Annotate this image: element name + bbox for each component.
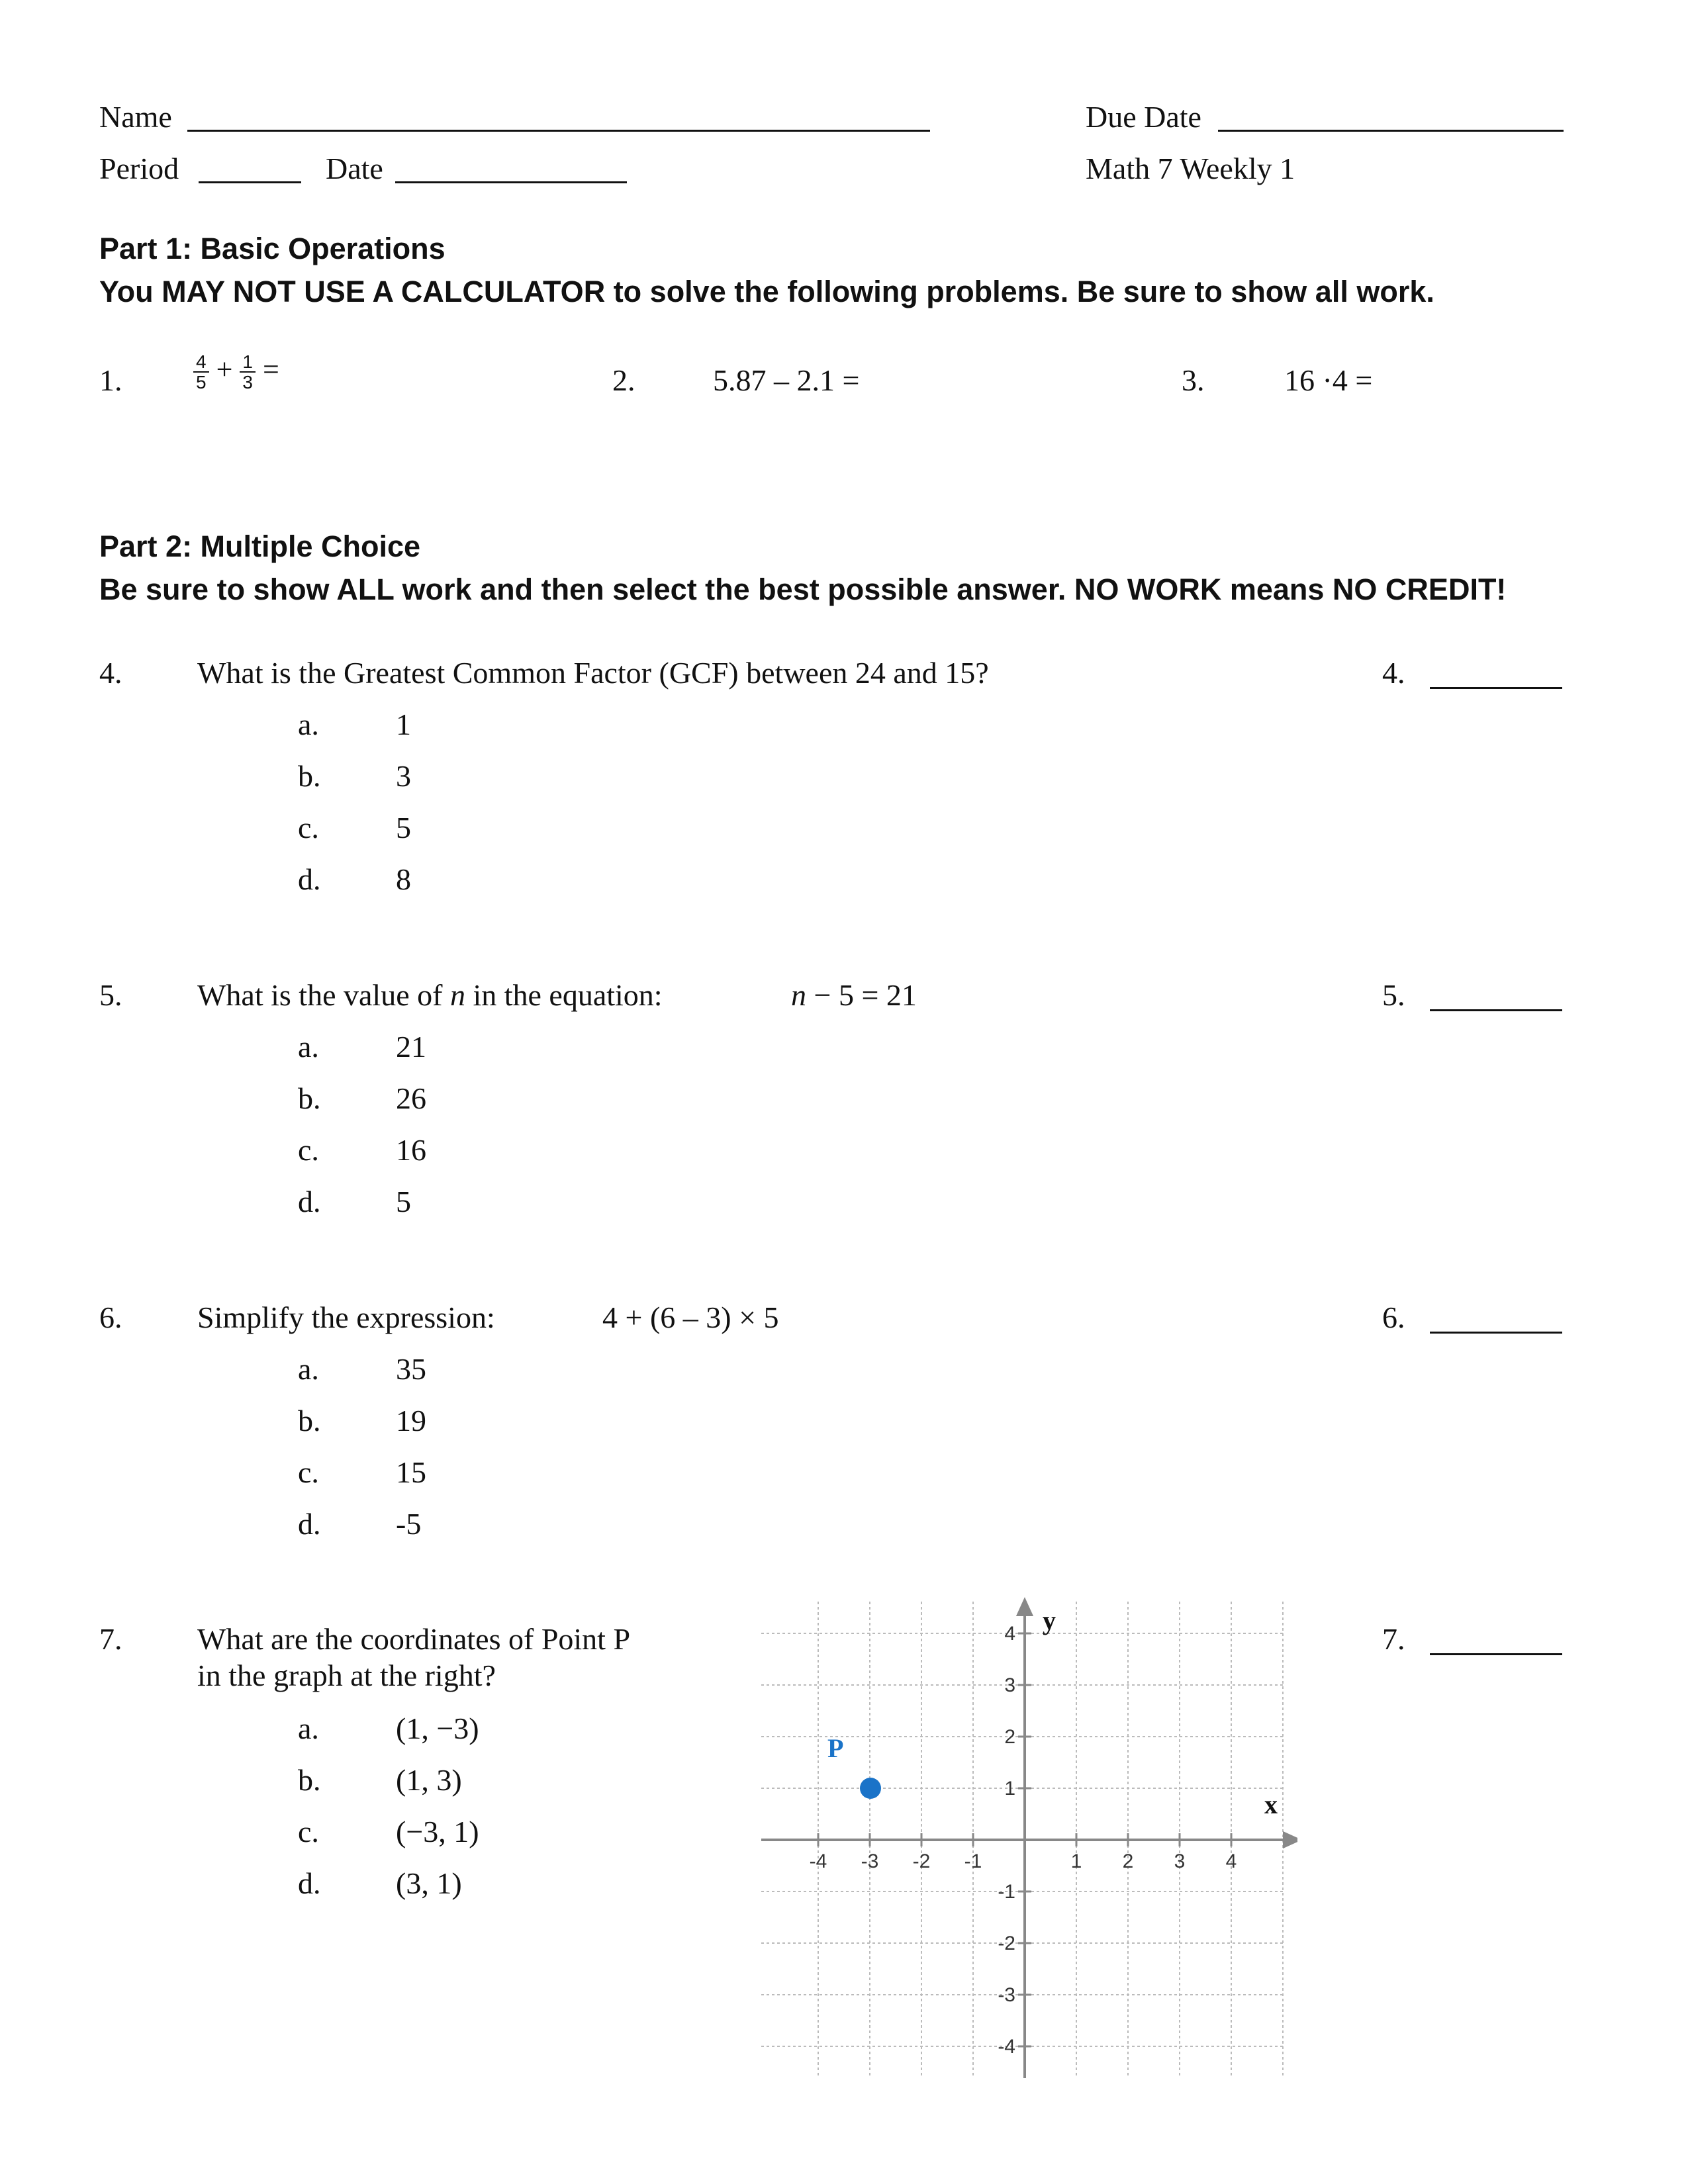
choice-value: 16 xyxy=(396,1133,426,1167)
part2-instructions: Be sure to show ALL work and then select the best possible answer. NO WORK means NO CREDIT! xyxy=(99,572,1507,606)
choice-letter: b. xyxy=(298,1081,321,1115)
variable-n: n xyxy=(449,978,465,1012)
x-tick-label: 2 xyxy=(1122,1850,1134,1872)
y-axis-arrow-icon xyxy=(1018,1600,1031,1615)
choice-letter: d. xyxy=(298,862,321,896)
problem-1-number: 1. xyxy=(99,363,122,397)
answer-7-label: 7. xyxy=(1382,1622,1405,1656)
date-field[interactable] xyxy=(395,181,627,183)
choice-letter: a. xyxy=(298,1711,319,1745)
fraction-four-fifths xyxy=(193,352,209,392)
x-tick-label: 4 xyxy=(1225,1850,1237,1872)
y-tick-label: -2 xyxy=(998,1933,1015,1954)
choice-value: 5 xyxy=(396,1185,411,1218)
fraction-denominator: 3 xyxy=(242,372,253,393)
choice-value: 1 xyxy=(396,707,411,741)
variable-n: n xyxy=(791,978,806,1012)
part1-title: Part 1: Basic Operations xyxy=(99,232,445,265)
question-text-part: in the equation: xyxy=(465,978,663,1012)
y-tick-label: -1 xyxy=(998,1881,1015,1903)
choice-letter: b. xyxy=(298,759,321,793)
question-4-number: 4. xyxy=(99,656,122,690)
choice-value: -5 xyxy=(396,1507,422,1541)
question-7-text-line2: in the graph at the right? xyxy=(197,1659,496,1692)
choice-letter: a. xyxy=(298,1352,319,1386)
problem-3-number: 3. xyxy=(1182,363,1205,397)
answer-5-label: 5. xyxy=(1382,978,1405,1012)
equals-sign: = xyxy=(262,353,279,386)
y-tick-label: 4 xyxy=(1004,1623,1015,1645)
y-tick-label: 3 xyxy=(1004,1674,1015,1696)
plus-sign: + xyxy=(216,353,233,386)
x-tick-label: -1 xyxy=(964,1850,982,1872)
choice-value: 26 xyxy=(396,1081,426,1115)
question-4-text: What is the Greatest Common Factor (GCF) between 24 and 15? xyxy=(197,656,989,690)
y-tick-label: -3 xyxy=(998,1984,1015,2006)
choice-value: 35 xyxy=(396,1352,426,1386)
problem-1-expression xyxy=(193,352,279,392)
y-axis-label: y xyxy=(1043,1606,1056,1635)
choice-value: 19 xyxy=(396,1404,426,1437)
choice-value: (1, 3) xyxy=(396,1763,462,1797)
question-6-expression: 4 + (6 – 3) × 5 xyxy=(602,1300,779,1334)
point-p-label: P xyxy=(827,1733,844,1763)
choice-letter: c. xyxy=(298,811,319,844)
answer-6-blank[interactable] xyxy=(1430,1332,1562,1334)
choice-letter: c. xyxy=(298,1133,319,1167)
choice-value: (1, −3) xyxy=(396,1711,479,1745)
choice-letter: d. xyxy=(298,1866,321,1900)
choice-letter: d. xyxy=(298,1185,321,1218)
period-label: Period xyxy=(99,152,179,185)
choice-letter: c. xyxy=(298,1815,319,1848)
answer-5-blank[interactable] xyxy=(1430,1009,1562,1011)
fraction-numerator: 1 xyxy=(240,352,256,373)
question-5-number: 5. xyxy=(99,978,122,1012)
due-date-field[interactable] xyxy=(1218,130,1564,132)
choice-letter: d. xyxy=(298,1507,321,1541)
problem-2-number: 2. xyxy=(612,363,635,397)
choice-letter: b. xyxy=(298,1763,321,1797)
period-field[interactable] xyxy=(199,181,301,183)
answer-6-label: 6. xyxy=(1382,1300,1405,1334)
date-label: Date xyxy=(326,152,383,185)
choice-value: 3 xyxy=(396,759,411,793)
y-tick-label: 2 xyxy=(1004,1726,1015,1748)
x-axis-label: x xyxy=(1264,1790,1278,1819)
x-tick-label: -4 xyxy=(809,1850,827,1872)
x-axis-arrow-icon xyxy=(1284,1833,1297,1846)
fraction-one-third xyxy=(240,352,256,392)
x-tick-label: 3 xyxy=(1174,1850,1186,1872)
choice-letter: a. xyxy=(298,707,319,741)
problem-2-expression: 5.87 – 2.1 = xyxy=(713,363,860,397)
question-6-text: Simplify the expression: xyxy=(197,1300,495,1334)
y-tick-label: -4 xyxy=(998,2036,1015,2058)
answer-4-label: 4. xyxy=(1382,656,1405,690)
answer-7-blank[interactable] xyxy=(1430,1653,1562,1655)
part1-instructions: You MAY NOT USE A CALCULATOR to solve the following problems. Be sure to show all work. xyxy=(99,275,1434,308)
question-6-number: 6. xyxy=(99,1300,122,1334)
answer-4-blank[interactable] xyxy=(1430,687,1562,689)
name-label: Name xyxy=(99,100,172,134)
problem-3-expression: 16 ·4 = xyxy=(1284,363,1373,397)
part2-title: Part 2: Multiple Choice xyxy=(99,529,421,563)
x-tick-label: 1 xyxy=(1070,1850,1082,1872)
choice-letter: b. xyxy=(298,1404,321,1437)
question-7-number: 7. xyxy=(99,1622,122,1656)
coordinate-graph xyxy=(755,1595,1297,2085)
name-field[interactable] xyxy=(187,130,930,132)
x-tick-label: -2 xyxy=(912,1850,931,1872)
choice-value: 21 xyxy=(396,1030,426,1064)
fraction-denominator: 5 xyxy=(196,372,207,393)
question-5-equation xyxy=(791,978,917,1013)
question-text-part: What is the value of xyxy=(197,978,450,1012)
choice-value: 5 xyxy=(396,811,411,844)
course-title: Math 7 Weekly 1 xyxy=(1086,152,1295,185)
choice-letter: c. xyxy=(298,1455,319,1489)
due-date-label: Due Date xyxy=(1086,100,1201,134)
choice-value: (3, 1) xyxy=(396,1866,462,1900)
choice-value: (−3, 1) xyxy=(396,1815,479,1848)
choice-value: 8 xyxy=(396,862,411,896)
equation-rest: − 5 = 21 xyxy=(806,978,917,1012)
point-p xyxy=(860,1778,881,1799)
x-tick-label: -3 xyxy=(861,1850,879,1872)
y-tick-label: 1 xyxy=(1004,1778,1015,1799)
question-7-text-line1: What are the coordinates of Point P xyxy=(197,1622,631,1656)
choice-letter: a. xyxy=(298,1030,319,1064)
fraction-numerator: 4 xyxy=(193,352,209,373)
choice-value: 15 xyxy=(396,1455,426,1489)
question-5-text xyxy=(197,978,663,1013)
